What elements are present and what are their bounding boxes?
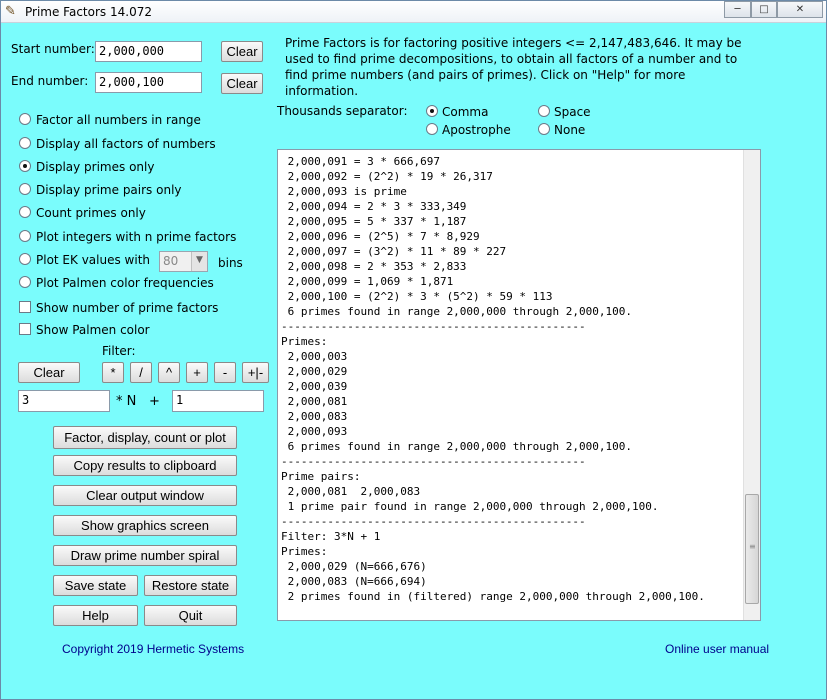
filter-offset-input[interactable]: 1	[172, 390, 264, 412]
app-description: Prime Factors is for factoring positive integers <= 2,147,483,646. It may be used to find prime decompositions, to obtain all factors of a number and to find prime numbers (and pairs of primes). Click on "Help" for more information.	[285, 36, 742, 98]
output-scrollbar[interactable]	[743, 150, 760, 620]
filter-minus-button[interactable]: -	[214, 362, 236, 383]
clear-output-button[interactable]: Clear output window	[53, 485, 237, 506]
mode-prime-pairs-label: Display prime pairs only	[36, 183, 182, 197]
close-button[interactable]: ✕	[777, 1, 823, 18]
output-line: Filter: 3*N + 1	[281, 530, 381, 543]
mode-count-primes-label: Count primes only	[36, 206, 146, 220]
filter-divide-button[interactable]: /	[130, 362, 152, 383]
output-line: Primes:	[281, 545, 328, 558]
filter-plus-label: +	[149, 394, 160, 409]
output-line: 6 primes found in range 2,000,000 through 2,000,100.	[281, 305, 632, 318]
separator-comma-label: Comma	[442, 105, 489, 119]
filter-plus-button[interactable]: +	[186, 362, 208, 383]
mode-factor-all-label: Factor all numbers in range	[36, 113, 201, 127]
separator-label: Thousands separator:	[277, 104, 408, 118]
output-line: 2,000,091 = 3 * 666,697	[281, 155, 440, 168]
chevron-down-icon: ▼	[191, 252, 207, 271]
filter-label: Filter:	[102, 344, 136, 358]
output-line: 2,000,039	[281, 380, 348, 393]
output-line: 6 primes found in range 2,000,000 through 2,000,100.	[281, 440, 632, 453]
output-line: 2,000,092 = (2^2) * 19 * 26,317	[281, 170, 493, 183]
separator-space-radio[interactable]	[538, 105, 550, 117]
filter-multiply-button[interactable]: *	[102, 362, 124, 383]
show-palmen-color-checkbox[interactable]	[19, 323, 31, 335]
separator-comma-radio[interactable]	[426, 105, 438, 117]
output-line: 2,000,029	[281, 365, 348, 378]
mode-palmen-radio[interactable]	[19, 276, 31, 288]
start-number-input[interactable]: 2,000,000	[95, 41, 202, 62]
mode-plot-integers-label: Plot integers with n prime factors	[36, 230, 237, 244]
output-line: 2,000,096 = (2^5) * 7 * 8,929	[281, 230, 480, 243]
mode-prime-pairs-radio[interactable]	[19, 183, 31, 195]
output-line: 2,000,083 (N=666,694)	[281, 575, 427, 588]
ek-bins-select[interactable]	[159, 251, 208, 272]
mode-primes-only-label: Display primes only	[36, 160, 155, 174]
pencil-icon: ✎	[5, 4, 16, 19]
scrollbar-thumb[interactable]	[745, 494, 759, 604]
mode-palmen-label: Plot Palmen color frequencies	[36, 276, 214, 290]
start-number-label: Start number:	[11, 42, 95, 56]
show-prime-factor-count-checkbox[interactable]	[19, 301, 31, 313]
start-clear-button[interactable]: Clear	[221, 41, 263, 62]
output-line: 2,000,029 (N=666,676)	[281, 560, 427, 573]
restore-state-button[interactable]: Restore state	[144, 575, 237, 596]
title-bar	[1, 1, 826, 23]
output-line: 2,000,095 = 5 * 337 * 1,187	[281, 215, 467, 228]
output-line: 2,000,081 2,000,083	[281, 485, 421, 498]
output-line: 2,000,093	[281, 425, 348, 438]
end-clear-button[interactable]: Clear	[221, 73, 263, 94]
filter-clear-button[interactable]: Clear	[18, 362, 80, 383]
output-line: Primes:	[281, 335, 328, 348]
show-graphics-button[interactable]: Show graphics screen	[53, 515, 237, 536]
filter-plus-minus-button[interactable]: +|-	[242, 362, 269, 383]
output-line: 2,000,083	[281, 410, 348, 423]
output-line: 2,000,097 = (3^2) * 11 * 89 * 227	[281, 245, 507, 258]
ek-bins-value: 80	[163, 254, 179, 268]
end-number-input[interactable]: 2,000,100	[95, 72, 202, 93]
separator-apostrophe-label: Apostrophe	[442, 123, 511, 137]
separator-none-radio[interactable]	[538, 123, 550, 135]
help-button[interactable]: Help	[53, 605, 138, 626]
copy-results-button[interactable]: Copy results to clipboard	[53, 455, 237, 476]
output-line: 1 prime pair found in range 2,000,000 through 2,000,100.	[281, 500, 659, 513]
output-line: 2 primes found in (filtered) range 2,000,000 through 2,000,100.	[281, 590, 705, 603]
output-window[interactable]	[277, 149, 761, 621]
output-line: 2,000,003	[281, 350, 348, 363]
copyright-text: Copyright 2019 Hermetic Systems	[62, 642, 245, 656]
mode-plot-integers-radio[interactable]	[19, 230, 31, 242]
output-text	[281, 154, 705, 604]
minimize-button[interactable]: ─	[724, 1, 751, 18]
output-line: 2,000,093 is prime	[281, 185, 407, 198]
output-line: Prime pairs:	[281, 470, 361, 483]
separator-space-label: Space	[554, 105, 591, 119]
mode-count-primes-radio[interactable]	[19, 206, 31, 218]
online-manual-link[interactable]: Online user manual	[665, 642, 770, 656]
filter-power-button[interactable]: ^	[158, 362, 180, 383]
window-title: Prime Factors 14.072	[25, 5, 152, 19]
save-state-button[interactable]: Save state	[53, 575, 138, 596]
separator-none-label: None	[554, 123, 586, 137]
mode-plot-ek-label: Plot EK values with	[36, 253, 150, 267]
output-line: ----------------------------------------------	[281, 455, 586, 468]
output-line: 2,000,099 = 1,069 * 1,871	[281, 275, 454, 288]
maximize-button[interactable]: □	[751, 1, 777, 18]
mode-primes-only-radio[interactable]	[19, 160, 31, 172]
mode-all-factors-label: Display all factors of numbers	[36, 137, 216, 151]
filter-n-label: * N	[116, 394, 137, 409]
draw-spiral-button[interactable]: Draw prime number spiral	[53, 545, 237, 566]
output-line: 2,000,098 = 2 * 353 * 2,833	[281, 260, 467, 273]
ek-bins-label: bins	[218, 256, 243, 270]
show-prime-factor-count-label: Show number of prime factors	[36, 301, 219, 315]
output-line: 2,000,081	[281, 395, 348, 408]
filter-multiplier-input[interactable]: 3	[18, 390, 110, 412]
quit-button[interactable]: Quit	[144, 605, 237, 626]
output-line: ----------------------------------------------	[281, 515, 586, 528]
output-line: 2,000,100 = (2^2) * 3 * (5^2) * 59 * 113	[281, 290, 553, 303]
mode-plot-ek-radio[interactable]	[19, 253, 31, 265]
mode-factor-all-radio[interactable]	[19, 113, 31, 125]
mode-all-factors-radio[interactable]	[19, 137, 31, 149]
show-palmen-color-label: Show Palmen color	[36, 323, 150, 337]
separator-apostrophe-radio[interactable]	[426, 123, 438, 135]
grip-icon: ≡	[749, 542, 756, 551]
output-line: ----------------------------------------------	[281, 320, 586, 333]
end-number-label: End number:	[11, 74, 89, 88]
factor-display-button[interactable]: Factor, display, count or plot	[53, 426, 237, 449]
output-line: 2,000,094 = 2 * 3 * 333,349	[281, 200, 467, 213]
